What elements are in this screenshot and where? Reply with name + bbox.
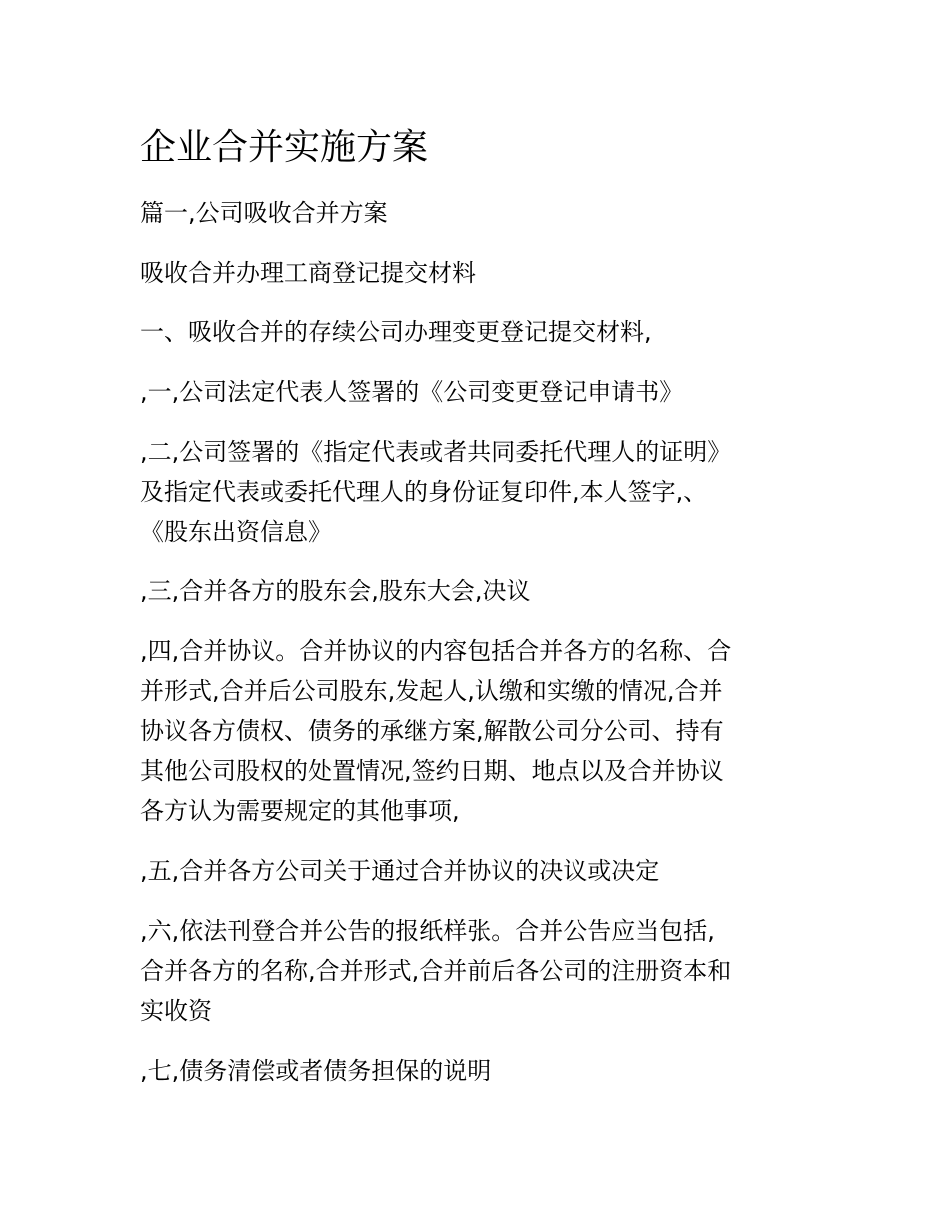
paragraph-line: ,三,合并各方的股东会,股东大会,决议 [140,577,531,605]
paragraph-line: 吸收合并办理工商登记提交材料 [140,259,476,287]
paragraph-item-2 [140,432,820,552]
paragraph-line: 实收资 [140,997,212,1025]
paragraph-line: ,五,合并各方公司关于通过合并协议的决议或决定 [140,857,660,885]
paragraph-section-title [140,253,820,293]
paragraph-line: 协议各方债权、债务的承继方案,解散公司分公司、持有 [140,717,724,745]
paragraph-line: 各方认为需要规定的其他事项, [140,797,460,825]
paragraph-item-7 [140,1051,820,1091]
document-title: 企业合并实施方案 [140,127,429,168]
paragraph-line: ,七,债务清偿或者债务担保的说明 [140,1057,492,1085]
paragraph-line: 一、吸收合并的存续公司办理变更登记提交材料, [140,318,652,346]
paragraph-line: 并形式,合并后公司股东,发起人,认缴和实缴的情况,合并 [140,677,723,705]
paragraph-line: ,六,依法刊登合并公告的报纸样张。合并公告应当包括, [140,917,715,945]
paragraph-item-5 [140,851,820,891]
paragraph-line: 合并各方的名称,合并形式,合并前后各公司的注册资本和 [140,957,732,985]
paragraph-item-4 [140,631,820,831]
paragraph-line: ,四,合并协议。合并协议的内容包括合并各方的名称、合 [140,637,732,665]
paragraph-heading-part-one [140,193,820,233]
paragraph-item-1 [140,372,820,412]
paragraph-item-6 [140,911,820,1031]
paragraph-line: 《股东出资信息》 [140,518,332,546]
paragraph-line: ,一,公司法定代表人签署的《公司变更登记申请书》 [140,378,684,406]
paragraph-line: 篇一,公司吸收合并方案 [140,199,388,227]
paragraph-item-main [140,312,820,352]
paragraph-line: 及指定代表或委托代理人的身份证复印件,本人签字,、 [140,478,708,506]
paragraph-item-3 [140,571,820,611]
paragraph-line: 其他公司股权的处置情况,签约日期、地点以及合并协议 [140,757,724,785]
paragraph-line: ,二,公司签署的《指定代表或者共同委托代理人的证明》 [140,438,732,466]
